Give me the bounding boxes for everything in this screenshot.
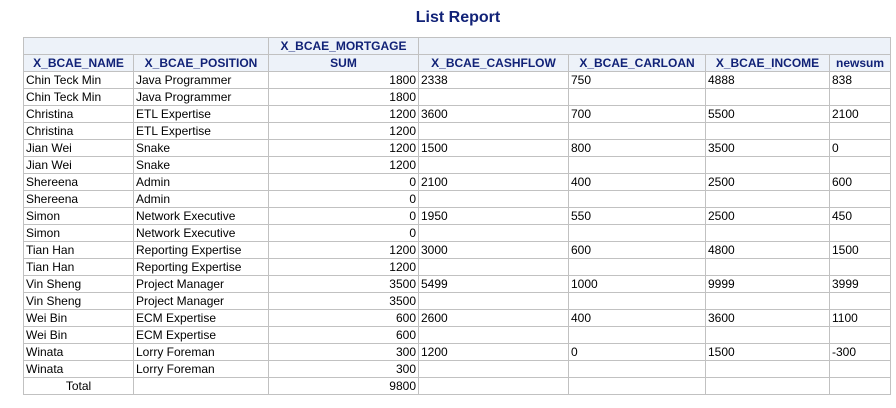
cell-cashflow [419, 157, 569, 174]
column-header-sum: SUM [269, 55, 419, 72]
cell-position: Admin [134, 191, 269, 208]
cell-income [706, 293, 830, 310]
cell-carloan [569, 123, 706, 140]
cell-name: Shereena [24, 191, 134, 208]
cell-name: Simon [24, 225, 134, 242]
cell-income [706, 259, 830, 276]
table-row [24, 310, 891, 327]
table-row [24, 361, 891, 378]
cell-sum: 1200 [269, 259, 419, 276]
header-row [24, 55, 891, 72]
cell-income: 3600 [706, 310, 830, 327]
column-header-newsum: newsum [830, 55, 891, 72]
cell-income [706, 191, 830, 208]
cell-name: Winata [24, 344, 134, 361]
cell-position: Reporting Expertise [134, 242, 269, 259]
cell-carloan [569, 157, 706, 174]
cell-name: Chin Teck Min [24, 89, 134, 106]
cell-carloan [569, 191, 706, 208]
cell-carloan [569, 89, 706, 106]
cell-position: Snake [134, 157, 269, 174]
cell-income: 4800 [706, 242, 830, 259]
cell-sum: 3500 [269, 293, 419, 310]
table-row [24, 140, 891, 157]
cell-position: ETL Expertise [134, 106, 269, 123]
cell-name: Jian Wei [24, 157, 134, 174]
cell-position: Network Executive [134, 208, 269, 225]
cell-position: Lorry Foreman [134, 344, 269, 361]
cell-position: ECM Expertise [134, 310, 269, 327]
table-row [24, 89, 891, 106]
cell-newsum: 450 [830, 208, 891, 225]
report-title: List Report [415, 9, 501, 26]
cell-sum: 1200 [269, 123, 419, 140]
cell-newsum [830, 259, 891, 276]
cell-position: ECM Expertise [134, 327, 269, 344]
table-row [24, 242, 891, 259]
table-row [24, 208, 891, 225]
cell-newsum: 838 [830, 72, 891, 89]
cell-carloan: 400 [569, 310, 706, 327]
cell-name: Christina [24, 123, 134, 140]
cell-name: Winata [24, 361, 134, 378]
cell-sum: 300 [269, 361, 419, 378]
cell-name: Vin Sheng [24, 293, 134, 310]
cell-carloan: 0 [569, 344, 706, 361]
cell-sum: 0 [269, 191, 419, 208]
cell-position: Admin [134, 174, 269, 191]
cell-carloan: 750 [569, 72, 706, 89]
report-body [24, 72, 891, 378]
cell-newsum: 600 [830, 174, 891, 191]
cell-sum: 0 [269, 225, 419, 242]
cell-newsum [830, 191, 891, 208]
cell-position: Lorry Foreman [134, 361, 269, 378]
cell-income [706, 327, 830, 344]
cell-income: 3500 [706, 140, 830, 157]
cell-name: Wei Bin [24, 310, 134, 327]
cell-sum: 1200 [269, 106, 419, 123]
cell-position: Project Manager [134, 293, 269, 310]
cell-sum: 0 [269, 208, 419, 225]
cell-position: Project Manager [134, 276, 269, 293]
cell-cashflow: 2100 [419, 174, 569, 191]
column-header-name: X_BCAE_NAME [24, 55, 134, 72]
cell-newsum: 1100 [830, 310, 891, 327]
cell-newsum: 1500 [830, 242, 891, 259]
table-row [24, 327, 891, 344]
cell-income [706, 89, 830, 106]
cell-sum: 1200 [269, 157, 419, 174]
cell-cashflow [419, 293, 569, 310]
table-row [24, 293, 891, 310]
cell-income: 4888 [706, 72, 830, 89]
column-header-income: X_BCAE_INCOME [706, 55, 830, 72]
cell-cashflow [419, 123, 569, 140]
total-row [24, 378, 891, 395]
cell-newsum [830, 361, 891, 378]
cell-cashflow [419, 89, 569, 106]
table-row [24, 276, 891, 293]
cell-cashflow [419, 327, 569, 344]
cell-sum: 1200 [269, 140, 419, 157]
cell-income: 2500 [706, 208, 830, 225]
cell-cashflow: 1200 [419, 344, 569, 361]
cell-cashflow: 2600 [419, 310, 569, 327]
cell-newsum [830, 157, 891, 174]
total-empty-cell [419, 378, 569, 395]
table-row [24, 123, 891, 140]
cell-name: Jian Wei [24, 140, 134, 157]
cell-cashflow [419, 225, 569, 242]
cell-position: ETL Expertise [134, 123, 269, 140]
header-mortgage-group: X_BCAE_MORTGAGE [269, 38, 419, 55]
cell-income [706, 361, 830, 378]
total-sum: 9800 [269, 378, 419, 395]
cell-carloan: 600 [569, 242, 706, 259]
header-spacer [419, 38, 891, 55]
cell-carloan [569, 259, 706, 276]
cell-name: Christina [24, 106, 134, 123]
cell-name: Vin Sheng [24, 276, 134, 293]
cell-carloan [569, 225, 706, 242]
cell-newsum [830, 123, 891, 140]
cell-cashflow: 3000 [419, 242, 569, 259]
header-spacer [24, 38, 269, 55]
list-report-table [23, 37, 891, 395]
column-header-carloan: X_BCAE_CARLOAN [569, 55, 706, 72]
table-row [24, 191, 891, 208]
total-empty-cell [134, 378, 269, 395]
cell-cashflow: 2338 [419, 72, 569, 89]
cell-position: Java Programmer [134, 72, 269, 89]
cell-cashflow [419, 361, 569, 378]
cell-carloan: 1000 [569, 276, 706, 293]
cell-income [706, 225, 830, 242]
column-header-cashflow: X_BCAE_CASHFLOW [419, 55, 569, 72]
cell-newsum: -300 [830, 344, 891, 361]
cell-income [706, 157, 830, 174]
cell-carloan [569, 327, 706, 344]
cell-carloan: 550 [569, 208, 706, 225]
cell-newsum [830, 327, 891, 344]
cell-cashflow: 1500 [419, 140, 569, 157]
cell-cashflow [419, 191, 569, 208]
column-header-position: X_BCAE_POSITION [134, 55, 269, 72]
cell-name: Wei Bin [24, 327, 134, 344]
cell-cashflow [419, 259, 569, 276]
cell-carloan [569, 361, 706, 378]
cell-position: Reporting Expertise [134, 259, 269, 276]
cell-carloan: 700 [569, 106, 706, 123]
cell-carloan: 800 [569, 140, 706, 157]
total-empty-cell [569, 378, 706, 395]
table-row [24, 259, 891, 276]
cell-sum: 600 [269, 327, 419, 344]
cell-sum: 300 [269, 344, 419, 361]
table-row [24, 344, 891, 361]
cell-sum: 1200 [269, 242, 419, 259]
cell-sum: 600 [269, 310, 419, 327]
table-row [24, 225, 891, 242]
cell-cashflow: 3600 [419, 106, 569, 123]
total-label: Total [24, 378, 134, 395]
cell-name: Simon [24, 208, 134, 225]
cell-sum: 3500 [269, 276, 419, 293]
cell-newsum [830, 225, 891, 242]
table-row [24, 106, 891, 123]
cell-name: Tian Han [24, 259, 134, 276]
cell-income: 2500 [706, 174, 830, 191]
total-empty-cell [706, 378, 830, 395]
cell-name: Shereena [24, 174, 134, 191]
cell-newsum: 0 [830, 140, 891, 157]
cell-newsum [830, 293, 891, 310]
cell-carloan: 400 [569, 174, 706, 191]
cell-name: Chin Teck Min [24, 72, 134, 89]
cell-newsum [830, 89, 891, 106]
cell-income: 1500 [706, 344, 830, 361]
cell-position: Snake [134, 140, 269, 157]
cell-income: 9999 [706, 276, 830, 293]
cell-carloan [569, 293, 706, 310]
cell-sum: 1800 [269, 72, 419, 89]
cell-income [706, 123, 830, 140]
cell-income: 5500 [706, 106, 830, 123]
cell-position: Java Programmer [134, 89, 269, 106]
table-row [24, 72, 891, 89]
cell-newsum: 3999 [830, 276, 891, 293]
cell-sum: 1800 [269, 89, 419, 106]
cell-newsum: 2100 [830, 106, 891, 123]
cell-position: Network Executive [134, 225, 269, 242]
table-row [24, 174, 891, 191]
header-group-row [24, 38, 891, 55]
cell-name: Tian Han [24, 242, 134, 259]
cell-cashflow: 5499 [419, 276, 569, 293]
table-row [24, 157, 891, 174]
total-empty-cell [830, 378, 891, 395]
cell-cashflow: 1950 [419, 208, 569, 225]
cell-sum: 0 [269, 174, 419, 191]
